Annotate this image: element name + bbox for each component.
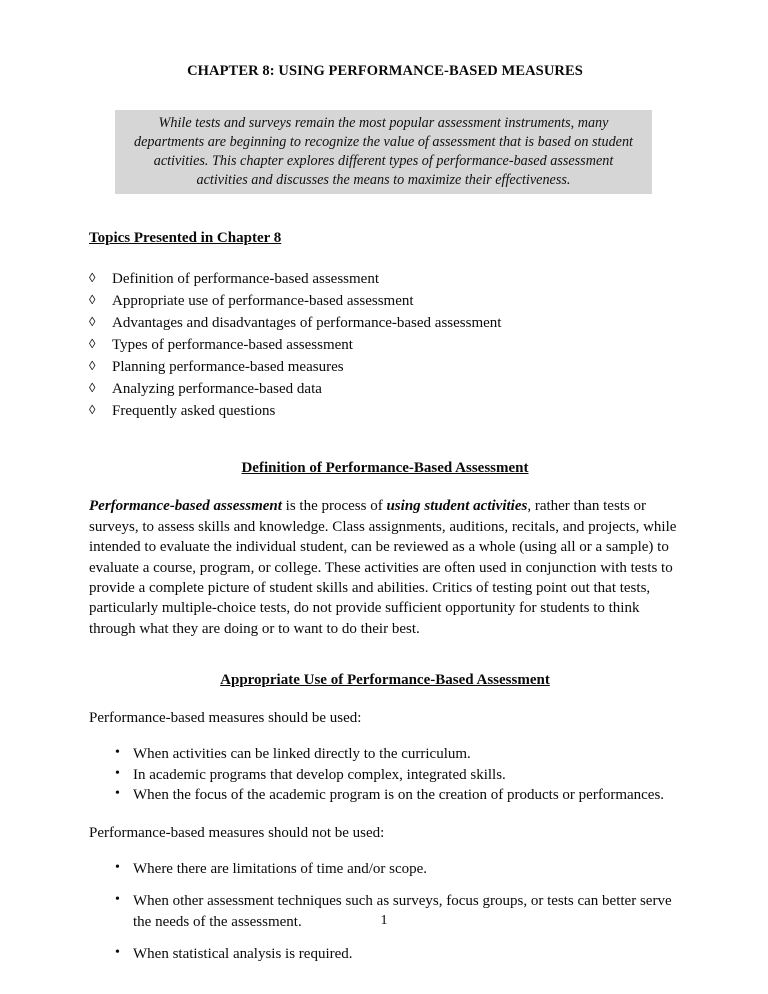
chapter-summary-callout — [115, 110, 652, 194]
list-item — [89, 785, 681, 805]
topic-label: Planning performance-based measures — [112, 359, 344, 376]
list-item — [89, 334, 681, 356]
diamond-bullet-icon: ◊ — [89, 358, 96, 374]
diamond-bullet-icon: ◊ — [89, 270, 96, 285]
should-be-used-lead: Performance-based measures should be used: — [89, 710, 362, 727]
page-number: 1 — [380, 913, 388, 928]
definition-heading: Definition of Performance-Based Assessment — [241, 460, 529, 477]
list-item — [89, 944, 681, 964]
list-item — [89, 290, 681, 312]
round-bullet-icon: • — [115, 860, 120, 876]
diamond-bullet-icon: ◊ — [89, 292, 96, 308]
diamond-bullet-icon: ◊ — [89, 314, 96, 330]
topic-label: Frequently asked questions — [112, 403, 276, 420]
round-bullet-icon: • — [115, 786, 120, 802]
diamond-bullet-icon: ◊ — [89, 380, 96, 396]
diamond-bullet-icon: ◊ — [89, 336, 96, 352]
list-item — [89, 859, 681, 891]
round-bullet-icon: • — [115, 945, 120, 961]
topic-label: Definition of performance-based assessment — [112, 271, 379, 287]
should-be-used-list — [89, 728, 681, 805]
chapter-summary-text: While tests and surveys remain the most popular assessment instruments, many departments are beginning to recognize the value of assessment that is based on student activities. This chapter explores different types of performance-based assessment activities and discusses the means to maximize their effectiveness. — [134, 115, 633, 188]
page-content — [89, 0, 681, 80]
list-item — [89, 356, 681, 378]
bullet-label: When the focus of the academic program is on the creation of products or performances. — [133, 787, 665, 804]
diamond-bullet-icon: ◊ — [89, 402, 96, 418]
list-item — [89, 268, 681, 290]
topic-label: Advantages and disadvantages of performance-based assessment — [112, 315, 502, 332]
round-bullet-icon: • — [115, 765, 120, 781]
definition-emphasis-secondary: using student activities — [386, 498, 528, 515]
list-item — [89, 765, 681, 785]
bullet-label: When activities can be linked directly to the curriculum. — [133, 746, 471, 763]
topic-label: Types of performance-based assessment — [112, 337, 353, 354]
bullet-label: In academic programs that develop complex, integrated skills. — [133, 766, 506, 783]
topic-label: Appropriate use of performance-based assessment — [112, 293, 414, 310]
definition-emphasis-primary: Performance-based assessment — [89, 498, 282, 515]
list-item — [89, 400, 681, 422]
definition-text-connector: is the process of — [281, 498, 387, 515]
bullet-label: When other assessment techniques such as surveys, focus groups, or tests can better serve the needs of the assessment. — [133, 893, 672, 930]
appropriate-use-heading: Appropriate Use of Performance-Based Assessment — [220, 672, 550, 689]
should-not-be-used-list — [89, 843, 681, 965]
topics-list — [89, 247, 681, 422]
round-bullet-icon: • — [115, 892, 120, 908]
list-item — [89, 378, 681, 400]
round-bullet-icon: • — [115, 745, 120, 761]
list-item — [89, 312, 681, 334]
should-not-be-used-lead: Performance-based measures should not be used: — [89, 824, 385, 841]
list-item — [89, 744, 681, 764]
topic-label: Analyzing performance-based data — [112, 381, 322, 398]
bullet-label: When statistical analysis is required. — [133, 946, 353, 963]
bullet-label: Where there are limitations of time and/or scope. — [133, 861, 428, 878]
definition-paragraph — [89, 477, 681, 639]
topics-heading: Topics Presented in Chapter 8 — [89, 230, 282, 246]
page-body — [89, 194, 681, 965]
chapter-title: CHAPTER 8: USING PERFORMANCE-BASED MEASURES — [187, 63, 583, 79]
definition-section — [89, 422, 681, 639]
definition-text-body: , rather than tests or surveys, to assess skills and knowledge. Class assignments, auditions, recitals, and projects, while intended to evaluate the individual student, can be reviewed as a whole (using all or a sample) to evaluate a course, program, or college. These activities are often used in conjunction with tests to provide a complete picture of student skills and abilities. Critics of testing point out that tests, particularly multiple-choice tests, do not provide sufficient opportunity for students to think through what they are doing or to want to do their best. — [89, 498, 677, 637]
